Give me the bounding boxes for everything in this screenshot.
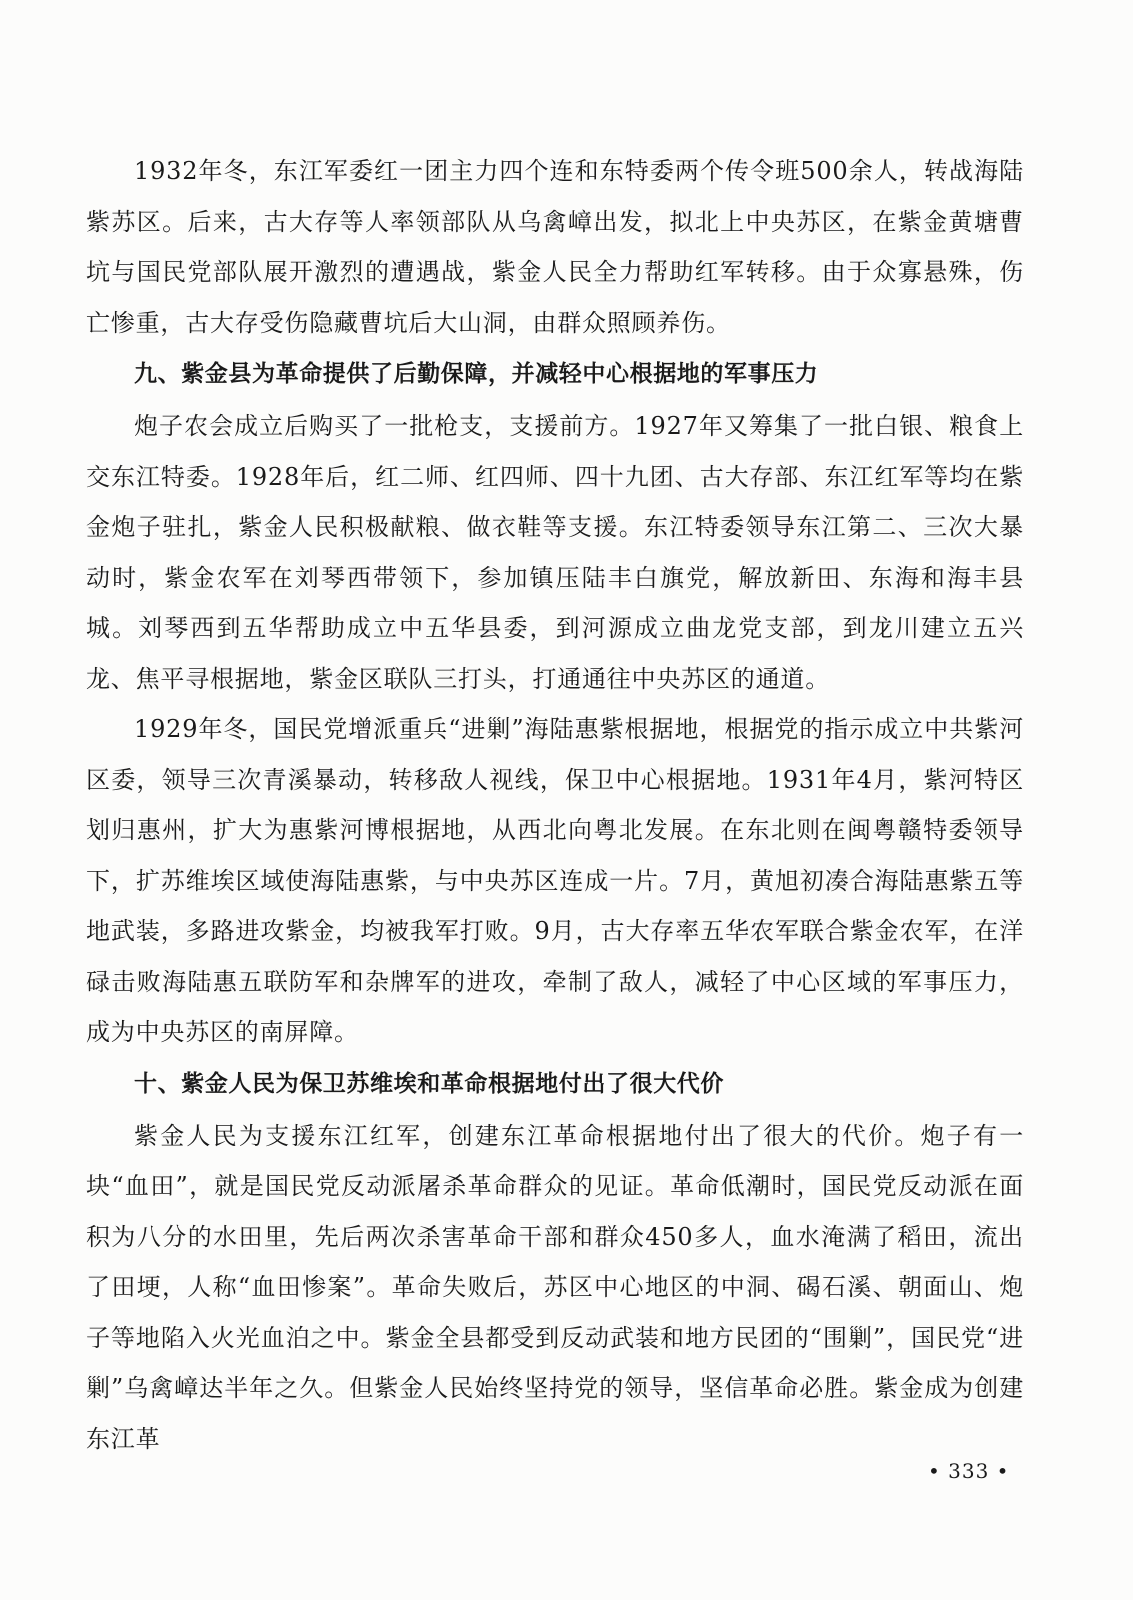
section-heading-10: 十、紫金人民为保卫苏维埃和革命根据地付出了很大代价 xyxy=(134,1070,724,1097)
paragraph-1929-winter: 1929年冬，国民党增派重兵“进剿”海陆惠紫根据地，根据党的指示成立中共紫河区委，领导三次青溪暴动，转移敌人视线，保卫中心根据地。1931年4月，紫河特区划归惠州，扩大为惠紫河博根据地，从西北向粤北发展。在东北则在闽粤赣特委领导下，扩苏维埃区域使海陆惠紫，与中央苏区连成一片。7月，黄旭初凑合海陆惠紫五等地武装，多路进攻紫金，均被我军打败。9月，古大存率五华农军联合紫金农军，在洋碌击败海陆惠五联防军和杂牌军的进攻，牵制了敌人，减轻了中心区域的军事压力，成为中央苏区的南屏障。 xyxy=(86,715,1024,1046)
paragraph-sacrifice: 紫金人民为支援东江红军，创建东江革命根据地付出了很大的代价。炮子有一块“血田”，就是国民党反动派屠杀革命群众的见证。革命低潮时，国民党反动派在面积为八分的水田里，先后两次杀害革命干部和群众450多人，血水淹满了稻田，流出了田埂，人称“血田惨案”。革命失败后，苏区中心地区的中洞、碣石溪、朝面山、炮子等地陷入火光血泊之中。紫金全县都受到反动武装和地方民团的“围剿”，国民党“进剿”乌禽嶂达半年之久。但紫金人民始终坚持党的领导，坚信革命必胜。紫金成为创建东江革 xyxy=(86,1121,1024,1453)
section-heading-9: 九、紫金县为革命提供了后勤保障，并减轻中心根据地的军事压力 xyxy=(134,361,819,387)
paragraph-logistics: 炮子农会成立后购买了一批枪支，支援前方。1927年又筹集了一批白银、粮食上交东江特委。1928年后，红二师、红四师、四十九团、古大存部、东江红军等均在紫金炮子驻扎，紫金人民积极献粮、做衣鞋等支援。东江特委领导东江第二、三次大暴动时，紫金农军在刘琴西带领下，参加镇压陆丰白旗党，解放新田、东海和海丰县城。刘琴西到五华帮助成立中五华县委，到河源成立曲龙党支部，到龙川建立五兴龙、焦平寻根据地，紫金区联队三打头，打通通往中央苏区的通道。 xyxy=(86,412,1024,693)
paragraph-1932-winter: 1932年冬，东江军委红一团主力四个连和东特委两个传令班500余人，转战海陆紫苏区。后来，古大存等人率领部队从乌禽嶂出发，拟北上中央苏区，在紫金黄塘曹坑与国民党部队展开激烈的遭遇战，紫金人民全力帮助红军转移。由于众寡悬殊，伤亡惨重，古大存受伤隐藏曹坑后大山洞，由群众照顾养伤。 xyxy=(86,157,1024,337)
page-body xyxy=(86,146,1024,1464)
page-number: • 333 • xyxy=(928,1459,1010,1483)
